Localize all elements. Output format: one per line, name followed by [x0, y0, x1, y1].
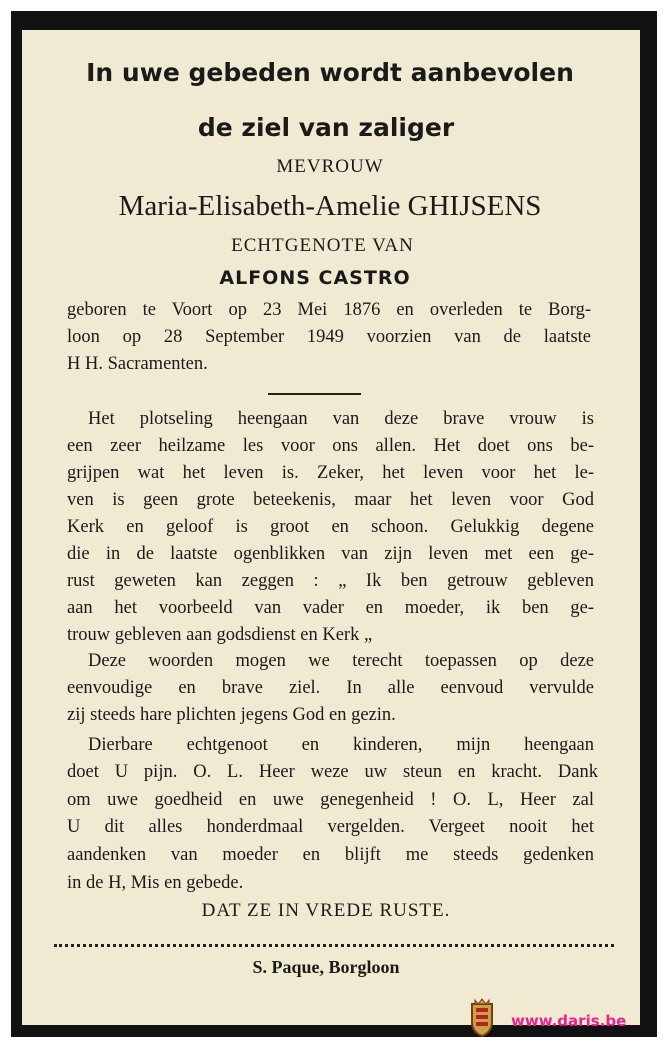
text-line: een zeer heilzame les voor ons allen. Het doet ons be- [67, 436, 594, 456]
bio-line: geboren te Voort op 23 Mei 1876 en overleden te Borg- [67, 300, 591, 320]
watermark-link[interactable]: www.daris.be [511, 1012, 627, 1030]
heading-line-2: de ziel van zaliger [197, 113, 455, 142]
text-line: grijpen wat het leven is. Zeker, het leven voor het le- [67, 463, 594, 483]
printer-credit: S. Paque, Borgloon [252, 957, 400, 977]
text-line: in de H, Mis en gebede. [67, 873, 244, 893]
title-mevrouw: MEVROUW [276, 156, 384, 177]
bio-line: loon op 28 September 1949 voorzien van de laatste [67, 327, 591, 347]
text-line: rust geweten kan zeggen : „ Ik ben getrouw gebleven [67, 571, 594, 591]
text-line: Deze woorden mogen we terecht toepassen op deze [88, 651, 594, 671]
bio-line: H H. Sacramenten. [67, 354, 208, 374]
text-line: Het plotseling heengaan van deze brave vrouw is [88, 409, 594, 429]
text-line: eenvoudige en brave ziel. In alle eenvoud vervulde [67, 678, 594, 698]
heading-line-1: In uwe gebeden wordt aanbevolen [86, 58, 574, 87]
text-line: zij steeds hare plichten jegens God en gezin. [67, 705, 396, 725]
closing-line: DAT ZE IN VREDE RUSTE. [201, 900, 451, 921]
text-line: Kerk en geloof is groot en schoon. Gelukkig degene [67, 517, 594, 537]
text-line: aan het voorbeeld van vader en moeder, ik ben ge- [67, 598, 594, 618]
text-line: U dit alles honderdmaal vergelden. Vergeet nooit het [67, 817, 594, 837]
coat-of-arms-icon [467, 998, 497, 1038]
text-line: die in de laatste ogenblikken van zijn leven met een ge- [67, 544, 594, 564]
text-line: Dierbare echtgenoot en kinderen, mijn heengaan [88, 735, 594, 755]
deceased-name: Maria-Elisabeth-Amelie GHIJSENS [118, 190, 542, 222]
text-line: doet U pijn. O. L. Heer weze uw steun en kracht. Dank [67, 762, 598, 782]
text-line: aandenken van moeder en blijft me steeds gedenken [67, 845, 594, 865]
dotted-divider [54, 944, 614, 947]
divider-rule [268, 393, 361, 395]
text-line: om uwe goedheid en uwe genegenheid ! O. L, Heer zal [67, 790, 594, 810]
text-line: trouw gebleven aan godsdienst en Kerk „ [67, 625, 373, 645]
text-line: ven is geen grote beteekenis, maar het leven voor God [67, 490, 594, 510]
spouse-name: ALFONS CASTRO [219, 267, 411, 289]
relation-label: ECHTGENOTE VAN [231, 235, 414, 256]
